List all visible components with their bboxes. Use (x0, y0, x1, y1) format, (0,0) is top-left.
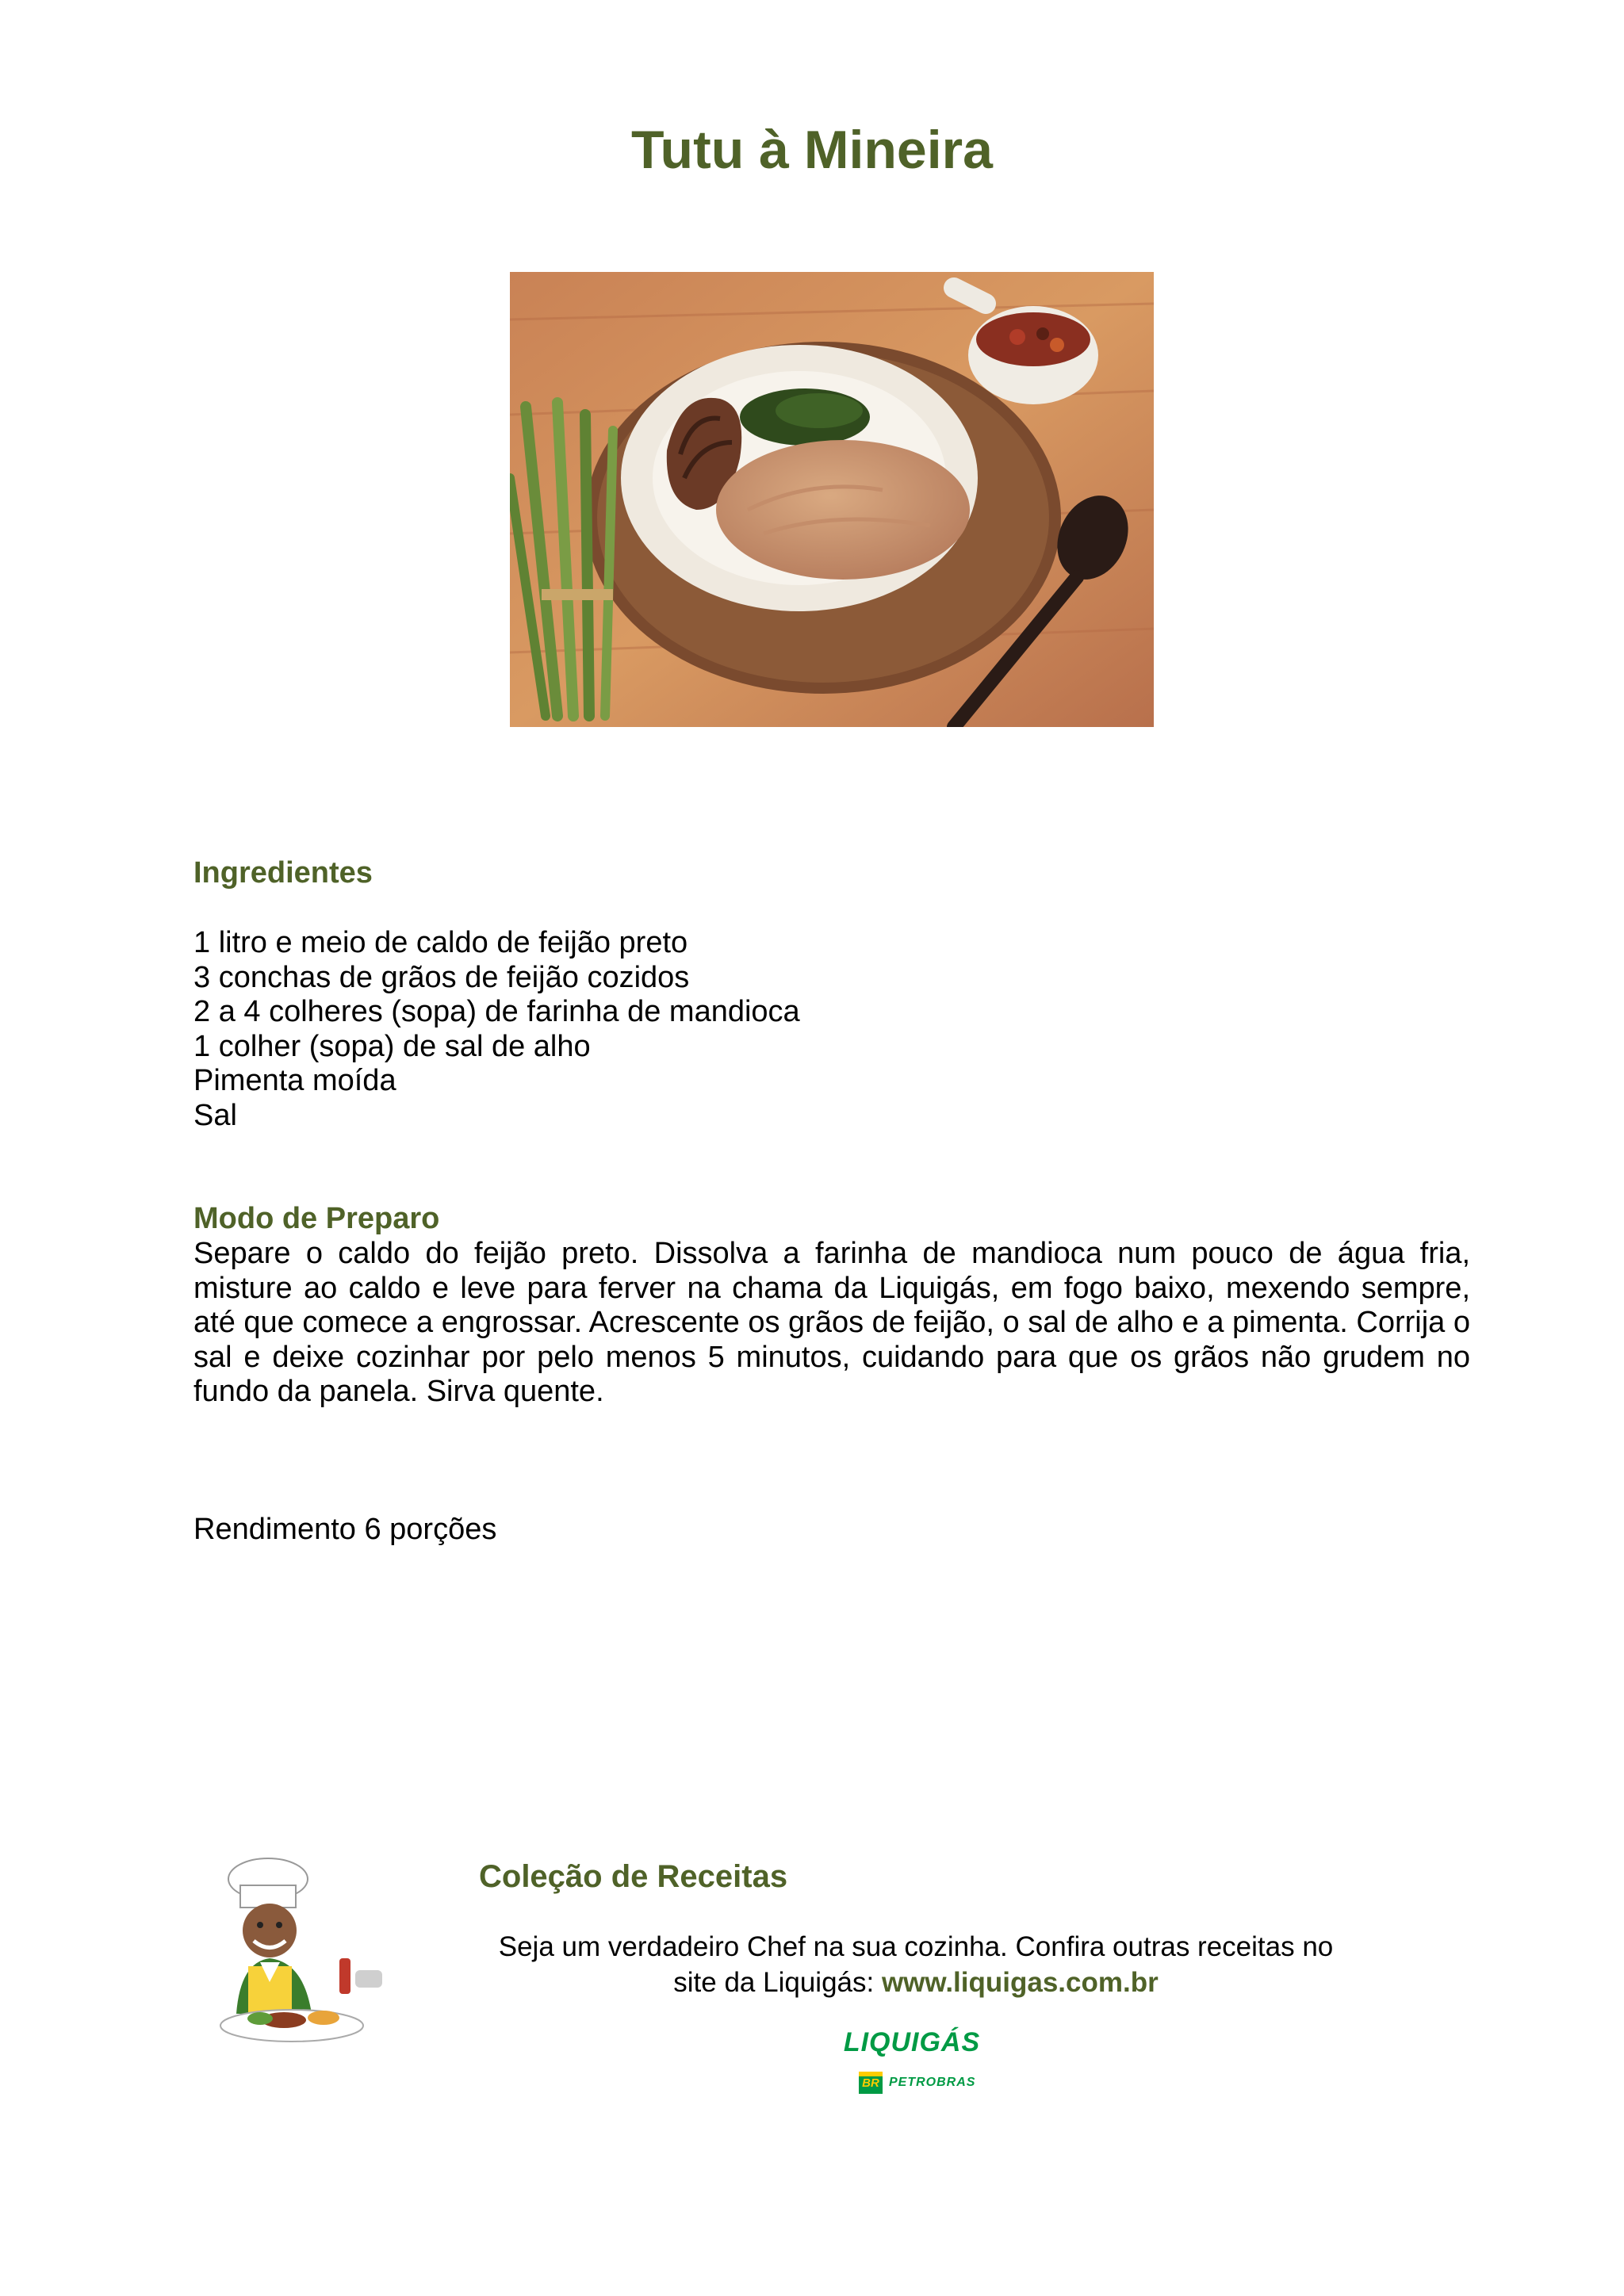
ingredient-item: Pimenta moída (193, 1064, 396, 1097)
chef-icon (213, 1855, 391, 2053)
ingredient-item: 1 litro e meio de caldo de feijão preto (193, 926, 688, 959)
footer-line-2-prefix: site da Liquigás: (673, 1967, 882, 1998)
ingredient-item: Sal (193, 1098, 237, 1132)
ingredient-item: 1 colher (sopa) de sal de alho (193, 1029, 591, 1063)
liquigas-logo: LIQUIGÁS (843, 2027, 981, 2057)
footer-heading: Coleção de Receitas (479, 1859, 788, 1894)
footer-text (444, 1929, 1388, 2000)
ingredient-item: 2 a 4 colheres (sopa) de farinha de mandioca (193, 995, 800, 1028)
br-badge-icon: BR (859, 2072, 883, 2094)
dish-photo (510, 272, 1154, 727)
site-link[interactable]: www.liquigas.com.br (881, 1967, 1159, 1998)
recipe-yield: Rendimento 6 porções (193, 1513, 497, 1546)
dish-illustration (510, 272, 1154, 727)
footer-line-1: Seja um verdadeiro Chef na sua cozinha. Confira outras receitas no (498, 1931, 1334, 1962)
petrobras-logo (859, 2071, 975, 2095)
petrobras-label: PETROBRAS (889, 2076, 976, 2089)
ingredient-item: 3 conchas de grãos de feijão cozidos (193, 960, 690, 994)
recipe-title: Tutu à Mineira (631, 120, 993, 180)
ingredients-heading: Ingredientes (193, 856, 373, 890)
ingredients-list (193, 926, 800, 1133)
preparation-text: Separe o caldo do feijão preto. Dissolva a farinha de mandioca num pouco de água fria, misture ao caldo e leve para ferver na chama da Liquigás, em fogo baixo, mexendo sempre, até que comece a engrossar. Acrescente os grãos de feijão, o sal de alho e a pimenta. Corrija o sal e deixe cozinhar por pelo menos 5 minutos, cuidando para que os grãos não grudem no fundo da panela. Sirva quente. (193, 1237, 1470, 1408)
chef-mascot (213, 1855, 391, 2053)
preparation-heading: Modo de Preparo (193, 1202, 440, 1235)
